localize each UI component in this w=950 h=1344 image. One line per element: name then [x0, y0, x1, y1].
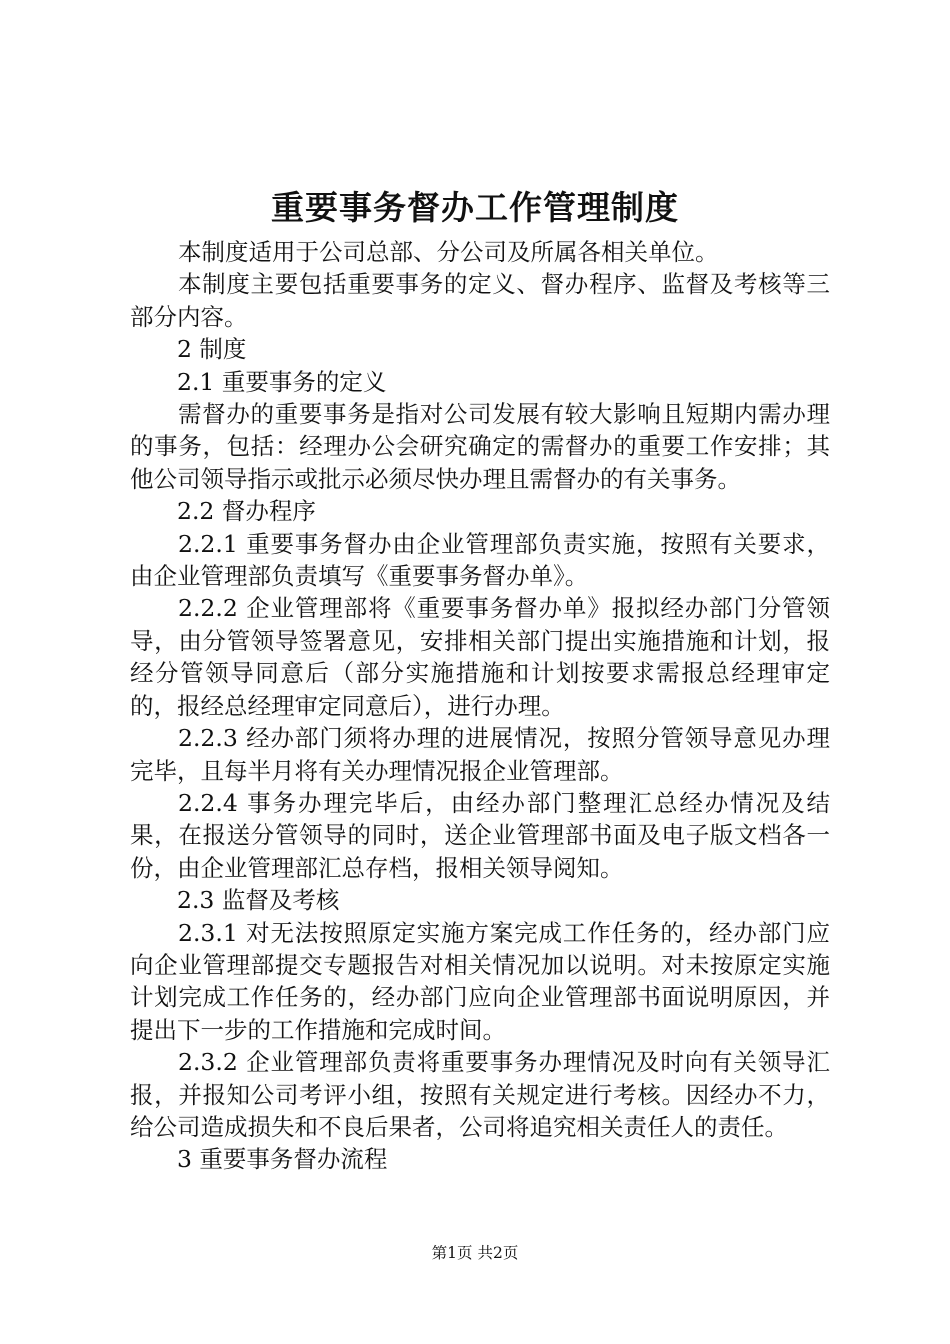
paragraph-2-3-2: 2.3.2 企业管理部负责将重要事务办理情况及时向有关领导汇报，并报知公司考评小组，按照有关规定进行考核。因经办不力，给公司造成损失和不良后果者，公司将追究相关责任人的责任。 [130, 1048, 830, 1141]
paragraph-2-2-3: 2.2.3 经办部门须将办理的进展情况，按照分管领导意见办理完毕，且每半月将有关办理情况报企业管理部。 [130, 724, 830, 785]
section-heading-2-3: 2.3 监督及考核 [177, 886, 340, 915]
section-heading-2-1: 2.1 重要事务的定义 [177, 367, 387, 396]
paragraph-2-3-1: 2.3.1 对无法按照原定实施方案完成工作任务的，经办部门应向企业管理部提交专题报告对相关情况加以说明。对未按原定实施计划完成工作任务的，经办部门应向企业管理部书面说明原因，并提出下一步的工作措施和完成时间。 [130, 918, 830, 1044]
paragraph-2-2-4: 2.2.4 事务办理完毕后，由经办部门整理汇总经办情况及结果，在报送分管领导的同时，送企业管理部书面及电子版文档各一份，由企业管理部汇总存档，报相关领导阅知。 [130, 788, 830, 882]
document-body [130, 236, 830, 1176]
paragraph-scope: 本制度适用于公司总部、分公司及所属各相关单位。 [178, 238, 719, 266]
paragraph-2-2-1: 2.2.1 重要事务督办由企业管理部负责实施，按照有关要求，由企业管理部负责填写《重要事务督办单》。 [130, 529, 830, 591]
paragraph-2-2-2: 2.2.2 企业管理部将《重要事务督办单》报拟经办部门分管领导，由分管领导签署意见，安排相关部门提出实施措施和计划，报经分管领导同意后（部分实施措施和计划按要求需报总经理审定的，报经总经理审定同意后），进行办理。 [130, 594, 830, 720]
section-heading-2: 2 制度 [177, 335, 247, 364]
paragraph-contents: 本制度主要包括重要事务的定义、督办程序、监督及考核等三部分内容。 [130, 270, 830, 331]
paragraph-definition: 需督办的重要事务是指对公司发展有较大影响且短期内需办理的事务，包括：经理办公会研究确定的需督办的重要工作安排；其他公司领导指示或批示必须尽快办理且需督办的有关事务。 [130, 400, 830, 493]
section-heading-3: 3 重要事务督办流程 [177, 1145, 388, 1174]
document-title: 重要事务督办工作管理制度 [271, 188, 679, 227]
page-indicator: 第1页 共2页 [431, 1244, 519, 1262]
page-footer [0, 1243, 950, 1263]
section-heading-2-2: 2.2 督办程序 [177, 497, 316, 526]
